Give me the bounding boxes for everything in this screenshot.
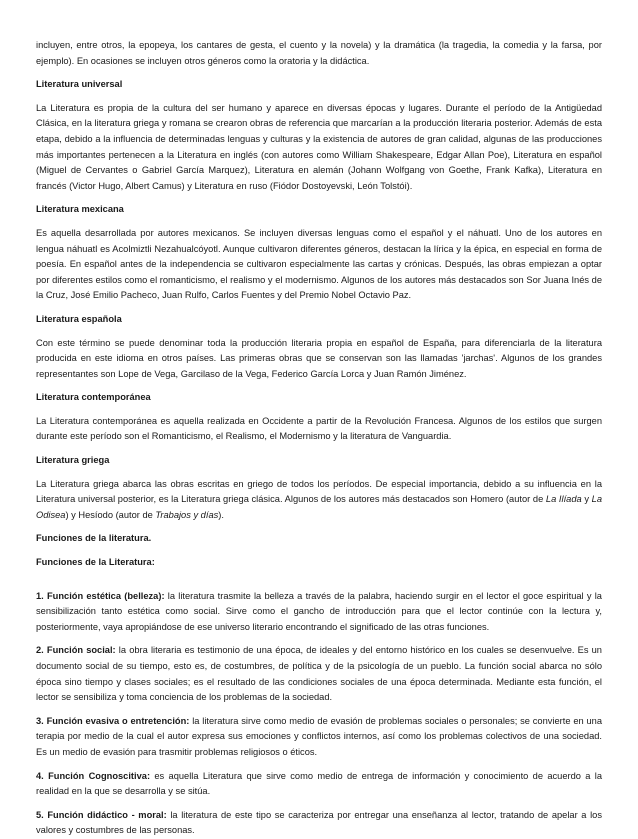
funcion-text-5: la literatura de este tipo se caracteriza por entregar una enseñanza al lector, tratando de apelar a los valores y costumbres de las personas.: [36, 809, 602, 836]
funcion-item-3: [36, 714, 602, 761]
funcion-text-2: la obra literaria es testimonio de una época, de ideales y del entorno histórico en los cuales se desenvuelve. Es un documento social de su tiempo, esto es, de costumbres, de política y de la psicología de un pueblo. La función social abarca no sólo época sino tiempo y clases sociales; es el resultado de las condiciones sociales de una época determinada. Mediante esta función, el lector se sensibiliza y toma conciencia de los problemas de la sociedad.: [36, 645, 602, 703]
funcion-text-3: la literatura sirve como medio de evasión de problemas sociales o personales; se convierte en una terapia por medio de la cual el autor expresa sus emociones y conflictos internos, así como los problemas colectivos de una sociedad. Es un medio de evasión para trasmitir problemas religiosos o éticos.: [36, 715, 602, 757]
heading-literatura-mexicana: Literatura mexicana: [36, 204, 124, 215]
funcion-label-1: 1. Función estética (belleza):: [36, 590, 165, 601]
paragraph-literatura-contemporanea: La Literatura contemporánea es aquella realizada en Occidente a partir de la Revolución Francesa. Algunos de los estilos que surgen durante este período son el Romanticismo, el Realismo, el Modernismo y la literatura de Vanguardia.: [36, 415, 602, 442]
funcion-item-5: [36, 808, 602, 839]
griega-text-middle: ) y Hesíodo (autor de: [65, 509, 156, 520]
heading-funciones-1: Funciones de la literatura.: [36, 533, 152, 544]
griega-connector: y: [581, 494, 592, 505]
funcion-item-4: [36, 769, 602, 800]
griega-text-before: La Literatura griega abarca las obras escritas en griego de todos los períodos. De especial importancia, debido a su influencia en la Literatura universal posterior, es la Literatura griega clásica. Algunos de los autores más destacados son Homero (autor de: [36, 478, 602, 505]
griega-work-odisea: La Odisea: [36, 494, 602, 520]
funcion-text-4: es aquella Literatura que sirve como medio de entrega de información y conocimiento de acuerdo a la realidad en la que se desarrolla y se sitúa.: [36, 770, 602, 797]
griega-text-after: ).: [218, 509, 224, 520]
funcion-label-2: 2. Función social:: [36, 645, 116, 656]
funcion-text-1: la literatura trasmite la belleza a través de la palabra, haciendo surgir en el lector el goce espiritual y la sensibilización tanto estética como social. Sirve como el gancho de introducción para que el lector continúe con la lectura y, posteriormente, vaya apropiándose de ese universo literario encontrando el significado de las otras funciones.: [36, 590, 602, 632]
paragraph-literatura-griega: [36, 477, 602, 524]
heading-literatura-griega: Literatura griega: [36, 455, 110, 466]
funcion-item-1: [36, 589, 602, 636]
paragraph-literatura-espanola: Con este término se puede denominar toda la producción literaria propia en español de España, para diferenciarla de la literatura producida en este idioma en otros países. Las primeras obras que se conservan son las llamadas 'jarchas'. Algunos de los grandes representantes son Lope de Vega, Garcilaso de la Vega, Federico García Lorca y Juan Ramón Jiménez.: [36, 337, 602, 379]
heading-funciones-2: Funciones de la Literatura:: [36, 557, 155, 568]
griega-work-trabajos-y-dias: Trabajos y días: [155, 509, 219, 520]
heading-literatura-espanola: Literatura española: [36, 313, 122, 324]
paragraph-literatura-mexicana: Es aquella desarrollada por autores mexicanos. Se incluyen diversas lenguas como el español y el náhuatl. Uno de los autores en lengua náhuatl es Acolmiztli Nezahualcóyotl. Aunque cultivaron diferentes géneros, destacan la lírica y la épica, en especial en forma de poesía. En español antes de la independencia se cultivaron especialmente las cartas y crónicas. Después, las obras empiezan a optar por diferentes estilos como el romanticismo, el realismo y el modernismo. Algunos de los autores más destacados son Sor Juana Inés de la Cruz, José Emilio Pacheco, Juan Rulfo, Carlos Fuentes y del Premio Nobel Octavio Paz.: [36, 227, 602, 301]
funcion-label-4: 4. Función Cognoscitiva:: [36, 770, 151, 781]
heading-literatura-universal: Literatura universal: [36, 79, 123, 90]
intro-paragraph: incluyen, entre otros, la epopeya, los cantares de gesta, el cuento y la novela) y la dramática (la tragedia, la comedia y la farsa, por ejemplo). En ocasiones se incluyen otros géneros como la oratoria y la didáctica.: [36, 40, 602, 66]
paragraph-literatura-universal: La Literatura es propia de la cultura del ser humano y aparece en diversas épocas y lugares. Durante el período de la Antigüedad Clásica, en la literatura griega y romana se crearon obras de referencia que marcarían a la producción literaria posterior. Además de esta etapa, debido a la influencia de determinadas lenguas y culturas y la existencia de autores de gran calidad, algunas de las producciones más importantes pertenecen a la Literatura en inglés (con autores como William Shakespeare, Edgar Allan Poe), Literatura en español (Miguel de Cervantes o Gabriel García Marquez), Literatura en alemán (Johann Wolfgang von Goethe, Frank Kafka), Literatura en francés (Victor Hugo, Albert Camus) y Literatura en ruso (Fiódor Dostoyevski, León Tolstói).: [36, 102, 602, 191]
funcion-label-5: 5. Función didáctico - moral:: [36, 809, 167, 820]
funcion-label-3: 3. Función evasiva o entretención:: [36, 715, 190, 726]
funcion-item-2: [36, 643, 602, 705]
heading-literatura-contemporanea: Literatura contemporánea: [36, 392, 151, 403]
griega-work-iliada: La Ilíada: [545, 494, 582, 505]
